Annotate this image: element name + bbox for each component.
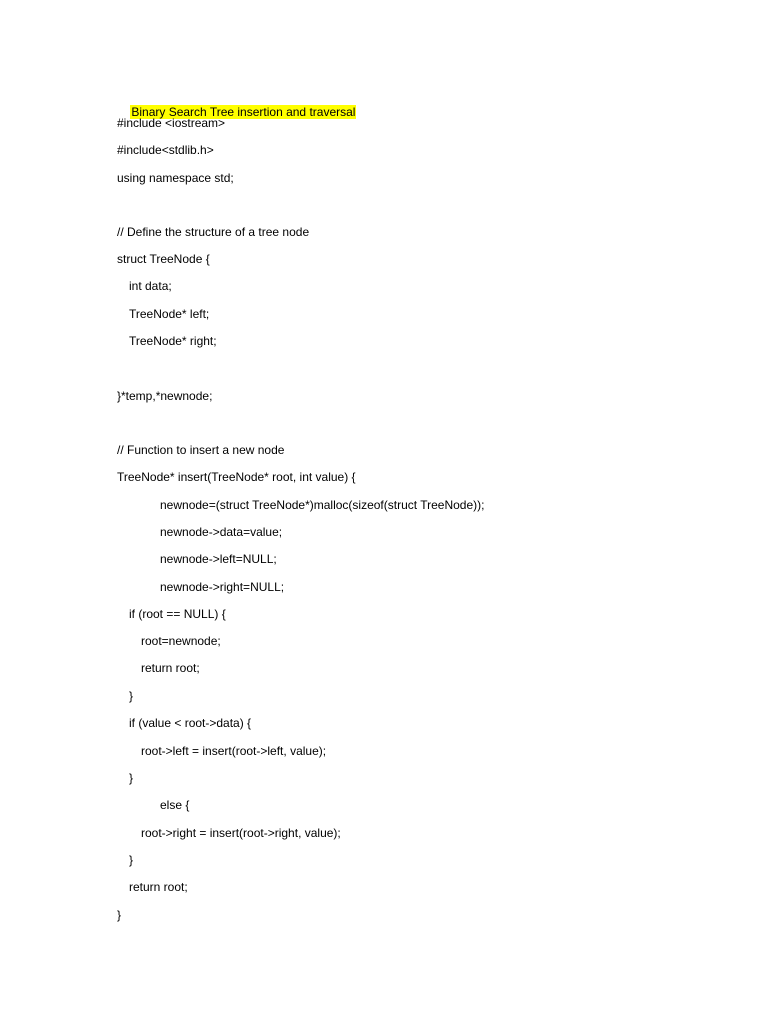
code-line-else: else { [160, 798, 190, 812]
code-line-include-iostream: #include <iostream> [117, 116, 226, 130]
code-line-insert-signature: TreeNode* insert(TreeNode* root, int value) { [117, 470, 356, 484]
code-line-right-pointer: TreeNode* right; [129, 334, 217, 348]
code-line-using-namespace: using namespace std; [117, 171, 234, 185]
code-line-insert-left: root->left = insert(root->left, value); [141, 744, 327, 758]
document-title: Binary Search Tree insertion and traversal [131, 105, 356, 119]
code-line-if-null: if (root == NULL) { [129, 607, 226, 621]
code-line-left-pointer: TreeNode* left; [129, 307, 210, 321]
code-line-insert-right: root->right = insert(root->right, value); [141, 826, 341, 840]
code-line-return-root-2: return root; [129, 880, 188, 894]
code-line-close-else: } [129, 853, 134, 867]
document-title-line [117, 88, 356, 119]
code-line-root-newnode: root=newnode; [141, 634, 221, 648]
code-comment-struct: // Define the structure of a tree node [117, 225, 310, 239]
code-line-struct-close: }*temp,*newnode; [117, 389, 213, 403]
code-line-return-root-1: return root; [141, 661, 200, 675]
code-line-assign-left: newnode->left=NULL; [160, 552, 277, 566]
code-line-struct-open: struct TreeNode { [117, 252, 210, 266]
code-line-include-stdlib: #include<stdlib.h> [117, 143, 214, 157]
code-line-assign-data: newnode->data=value; [160, 525, 283, 539]
code-line-close-if-2: } [129, 771, 134, 785]
code-line-assign-right: newnode->right=NULL; [160, 580, 285, 594]
code-line-int-data: int data; [129, 279, 172, 293]
code-line-malloc: newnode=(struct TreeNode*)malloc(sizeof(struct TreeNode)); [160, 498, 485, 512]
code-line-function-close: } [117, 908, 122, 922]
code-comment-insert: // Function to insert a new node [117, 443, 285, 457]
code-line-close-if-1: } [129, 689, 134, 703]
code-line-if-less: if (value < root->data) { [129, 716, 252, 730]
